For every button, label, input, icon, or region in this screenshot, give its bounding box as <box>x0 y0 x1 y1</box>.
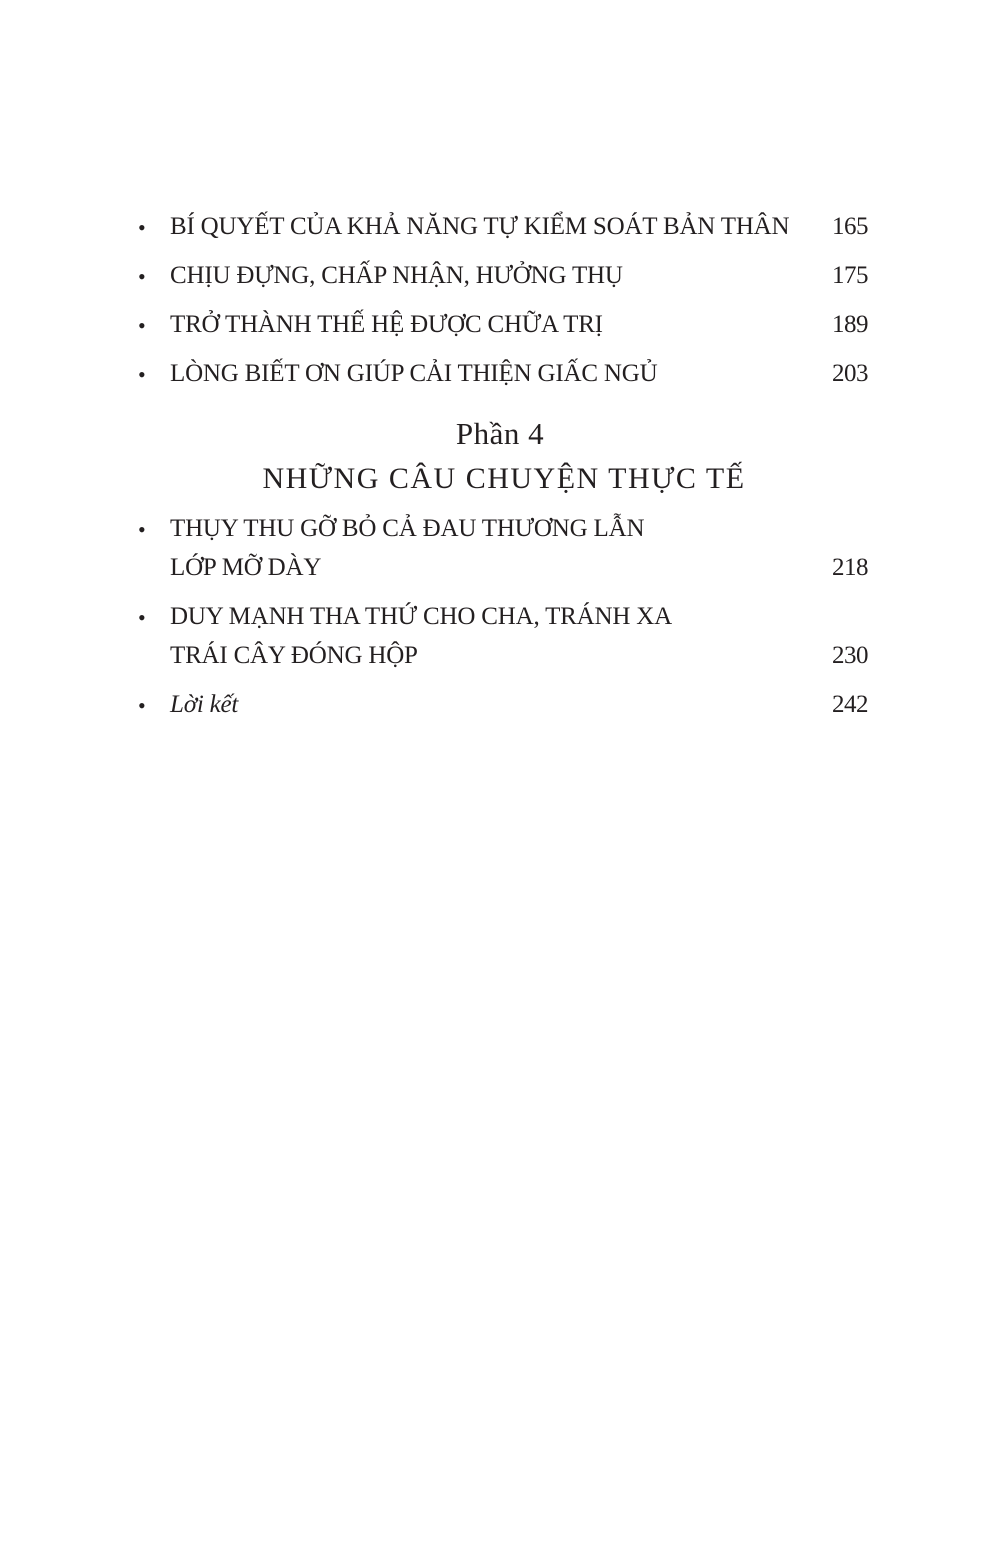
part-label: Phần 4 <box>455 416 545 451</box>
toc-page-number: 165 <box>832 213 868 240</box>
toc-entry-title-line: DUY MẠNH THA THỨ CHO CHA, TRÁNH XA <box>170 603 672 630</box>
bullet-icon: • <box>138 362 146 387</box>
toc-entry-title-line: TRÁI CÂY ĐÓNG HỘP <box>170 642 418 669</box>
part-heading <box>0 414 1000 504</box>
bullet-icon: • <box>138 517 146 542</box>
toc-entry-title-line: LỚP MỠ DÀY <box>170 554 322 581</box>
toc-entry[interactable] <box>0 509 1000 597</box>
toc-entry[interactable] <box>0 207 1000 256</box>
toc-page-number: 242 <box>832 691 868 718</box>
toc-page-number: 175 <box>832 262 868 289</box>
part-title: NHỮNG CÂU CHUYỆN THỰC TẾ <box>262 462 746 495</box>
bullet-icon: • <box>138 313 146 338</box>
toc-section-part4 <box>0 509 1000 734</box>
toc-entry-title: LÒNG BIẾT ƠN GIÚP CẢI THIỆN GIẤC NGỦ <box>170 360 658 387</box>
toc-entry-title-line: THỤY THU GỠ BỎ CẢ ĐAU THƯƠNG LẪN <box>170 515 645 542</box>
toc-entry-title: Lời kết <box>170 691 239 718</box>
bullet-icon: • <box>138 605 146 630</box>
toc-entry[interactable] <box>0 256 1000 305</box>
toc-section-part3-tail <box>0 207 1000 403</box>
bullet-icon: • <box>138 215 146 240</box>
bullet-icon: • <box>138 693 146 718</box>
toc-page-number: 189 <box>832 311 868 338</box>
toc-entry[interactable] <box>0 305 1000 354</box>
toc-entry-title <box>170 509 800 587</box>
toc-entry-title: BÍ QUYẾT CỦA KHẢ NĂNG TỰ KIỂM SOÁT BẢN THÂN <box>170 213 790 240</box>
toc-page-number: 230 <box>832 642 868 669</box>
toc-entry-title: TRỞ THÀNH THẾ HỆ ĐƯỢC CHỮA TRỊ <box>170 311 603 338</box>
toc-entry[interactable] <box>0 597 1000 685</box>
toc-page-number: 203 <box>832 360 868 387</box>
toc-page-number: 218 <box>832 554 868 581</box>
toc-entry-closing[interactable] <box>0 685 1000 734</box>
toc-entry[interactable] <box>0 354 1000 403</box>
toc-entry-title <box>170 597 800 675</box>
bullet-icon: • <box>138 264 146 289</box>
toc-entry-title: CHỊU ĐỰNG, CHẤP NHẬN, HƯỞNG THỤ <box>170 262 623 289</box>
